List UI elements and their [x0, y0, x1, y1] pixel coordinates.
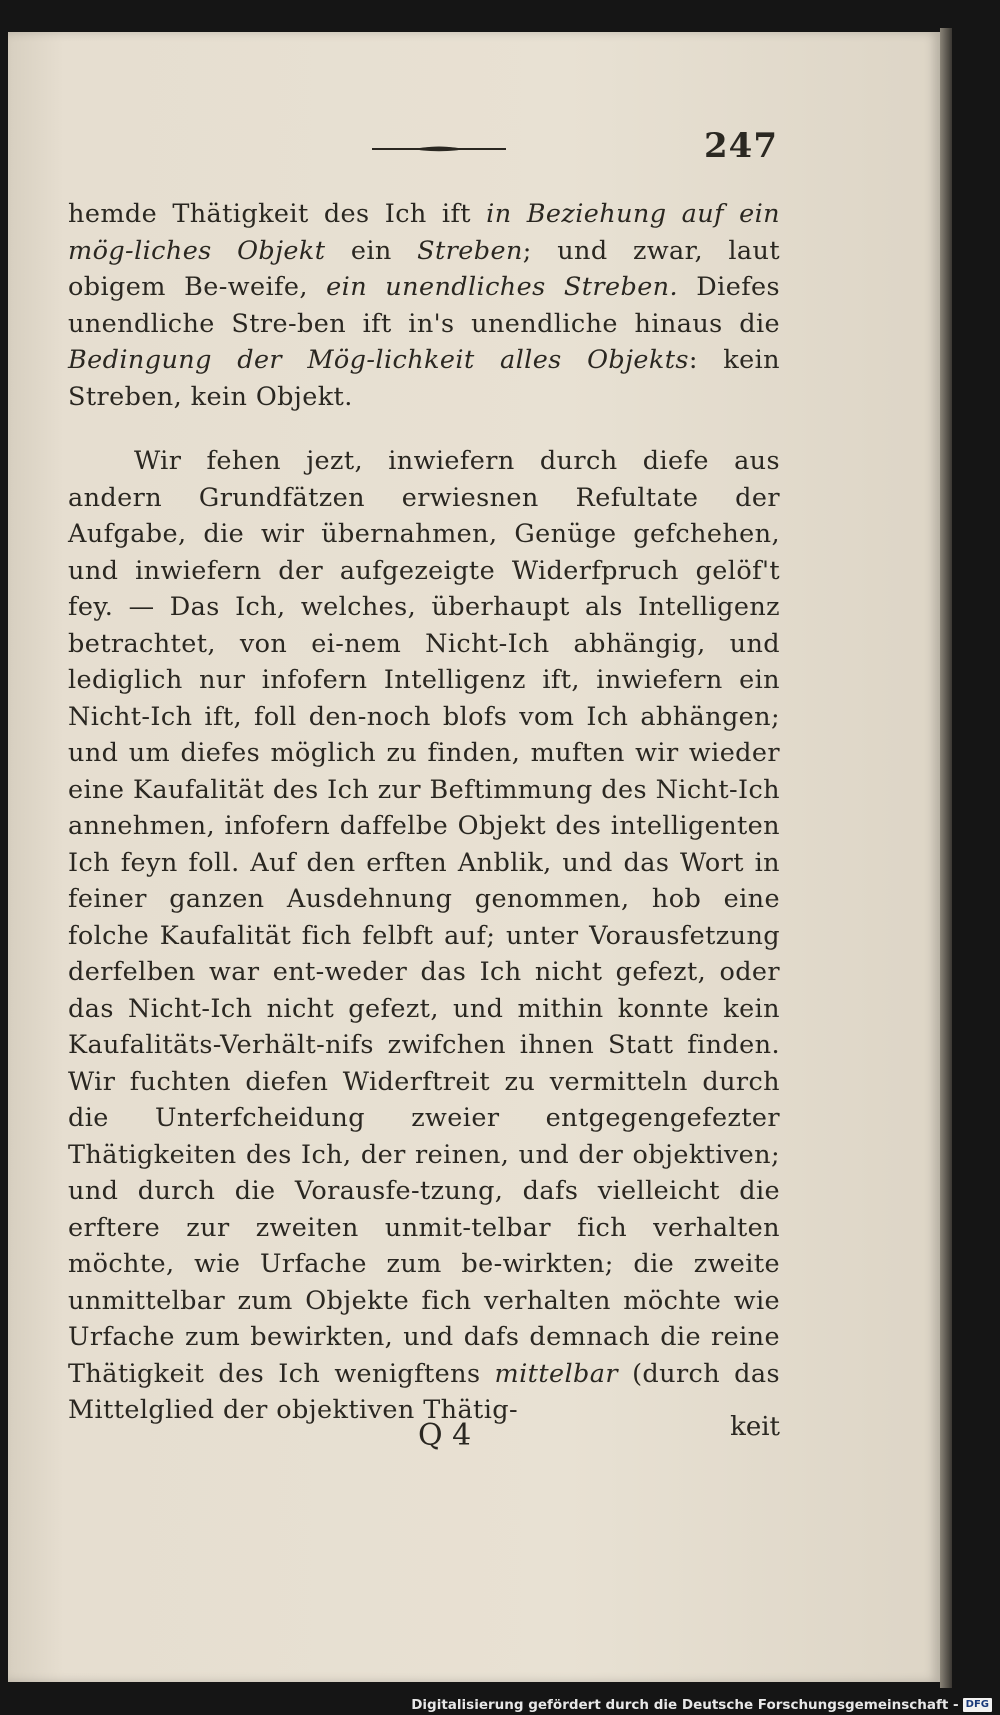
paragraph2-segment-0: Wir fehen jezt, inwiefern durch diefe aus andern Grundfätzen erwiesnen Refultate der Aufgabe, die wir übernahmen, Genüge gefchehen, und inwiefern der aufgezeigte Widerfpruch gelöf't fey. — Das Ich, welches, überhaupt als Intelligenz betrachtet, von ei-nem Nicht-Ich abhängig, und lediglich nur infofern Intelligenz ift, inwiefern ein Nicht-Ich ift, foll den-noch blofs vom Ich abhängen; und um diefes möglich zu finden, muften wir wieder eine Kaufalität des Ich zur Beftimmung des Nicht-Ich annehmen, infofern daffelbe Objekt des intelligenten Ich feyn foll. Auf den erften Anblik, und das Wort in feiner ganzen Ausdehnung genommen, hob eine folche Kaufalität fich felbft auf; unter Vorausfetzung derfelben war ent-weder das Ich nicht gefezt, oder das Nicht-Ich nicht gefezt, und mithin konnte kein Kaufalitäts-Verhält-nifs zwifchen ihnen Statt finden. Wir fuchten diefen Widerftreit zu vermitteln durch die Unterfcheidung zweier entgegengefezter Thätigkeiten des Ich, der reinen, und der objektiven; und durch die Vorausfe-tzung, dafs vielleicht die erftere zur zweiten unmit-telbar fich verhalten möchte, wie Urfache zum be-wirkten; die zweite unmittelbar zum Objekte fich verhalten möchte wie Urfache zum bewirkten, und dafs demnach die reine Thätigkeit des Ich wenigftens [68, 446, 780, 1389]
page-number: 247 [704, 126, 778, 166]
paragraph2-segment-1: mittelbar [494, 1358, 618, 1389]
paragraph-1 [68, 196, 780, 415]
paragraph1-segment-4: ; und zwar, laut obigem Be-weife, [68, 235, 780, 302]
dfg-logo: DFG [963, 1698, 992, 1712]
digitization-credit [411, 1697, 992, 1713]
page-edge [940, 28, 952, 1688]
header-ornament [372, 146, 506, 152]
signature-mark: Q 4 [418, 1418, 472, 1453]
paragraph1-segment-7: Bedingung der Mög-lichkeit alles Objekts [68, 345, 689, 375]
catchword: keit [730, 1412, 780, 1442]
paragraph2-segment-2: (durch das Mittelglied der objektiven Thätig- [68, 1358, 780, 1425]
paragraph1-segment-5: ein unendliches Streben. [326, 272, 679, 302]
credit-text: Digitalisierung gefördert durch die Deutsche Forschungsgemeinschaft - [411, 1697, 959, 1713]
paragraph1-segment-2: ein [325, 235, 418, 266]
paragraph1-segment-0: hemde Thätigkeit des Ich ift [68, 199, 487, 229]
body-text [68, 196, 780, 1429]
paragraph1-segment-8: : kein Streben, kein Objekt. [68, 345, 780, 412]
paragraph1-segment-6: Diefes unendliche Stre-ben ift in's unendliche hinaus die [68, 272, 781, 339]
paragraph1-segment-1: in Beziehung auf ein mög-liches Objekt [68, 199, 781, 266]
page-footer [68, 1412, 780, 1458]
paragraph-2 [68, 443, 780, 1429]
paragraph1-segment-3: Streben [417, 235, 523, 266]
